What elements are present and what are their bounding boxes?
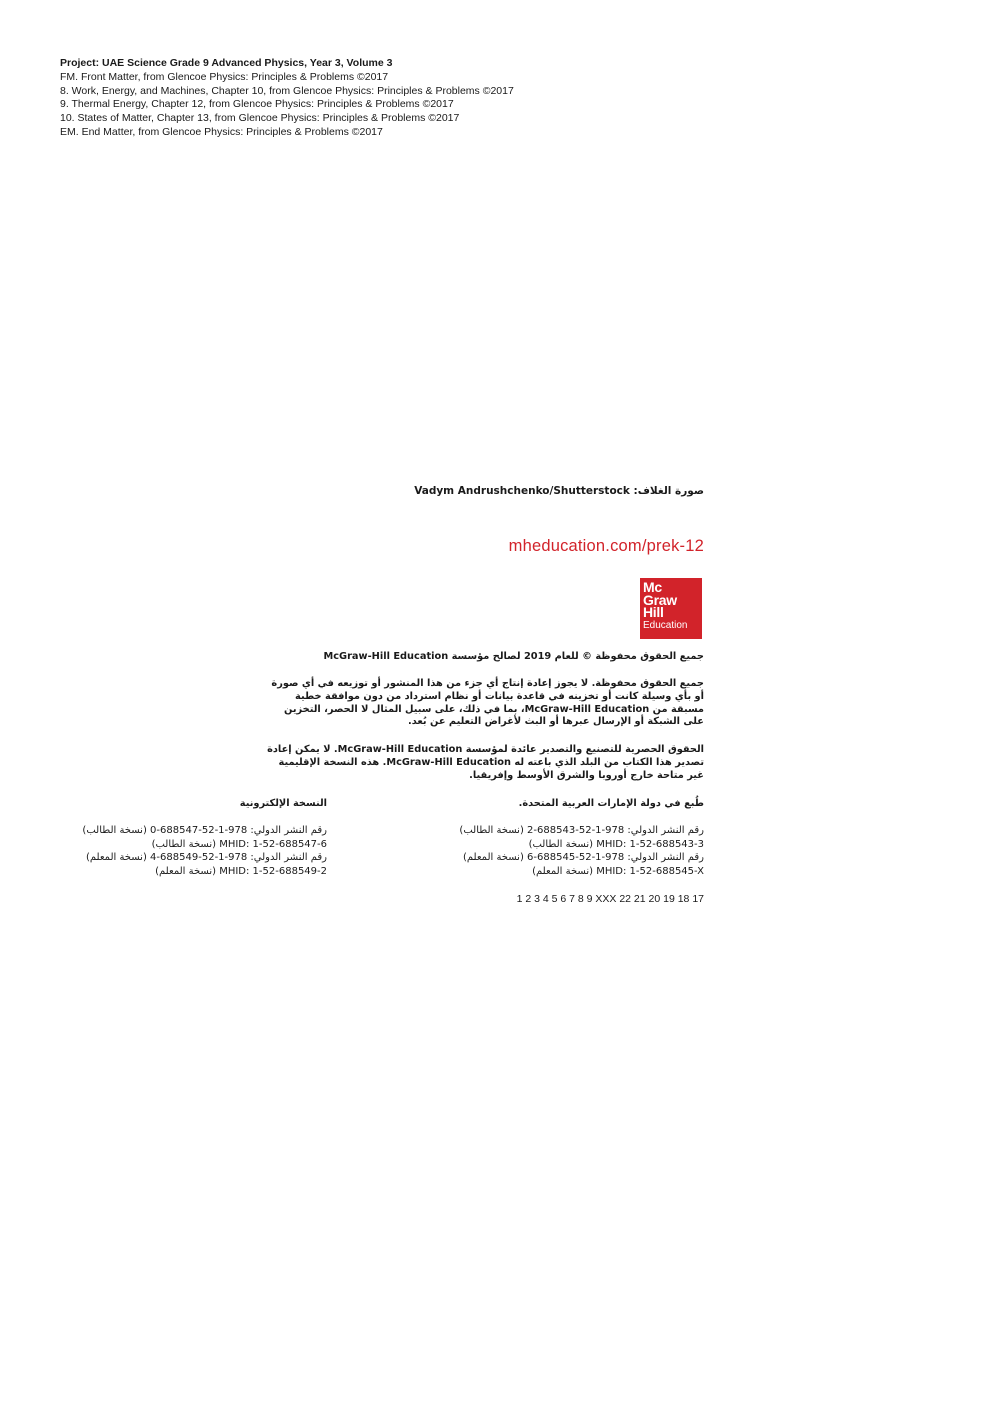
print-line: 1 2 3 4 5 6 7 8 9 XXX 22 21 20 19 18 17 [516, 893, 704, 905]
logo-line: Education [643, 619, 688, 631]
project-line: EM. End Matter, from Glencoe Physics: Principles & Problems ©2017 [60, 125, 383, 138]
cover-credit: صورة الغلاف: Vadym Andrushchenko/Shutterstock [414, 485, 704, 497]
website-link[interactable]: mheducation.com/prek-12 [508, 537, 704, 555]
printed-in-heading: طُبع في دولة الإمارات العربية المتحدة. [518, 798, 704, 809]
electronic-isbn-list [27, 824, 327, 878]
project-line: 8. Work, Energy, and Machines, Chapter 10, from Glencoe Physics: Principles & Problems ©2017 [60, 84, 514, 97]
isbn-row: رقم النشر الدولي: 978-1-52-688543-2 (نسخة الطالب) [459, 825, 704, 836]
logo-line: Hill [643, 604, 664, 620]
project-info [60, 57, 680, 140]
isbn-row: MHID: 1-52-688543-3 (نسخة الطالب) [528, 838, 704, 850]
electronic-edition-heading: النسخة الإلكترونية [239, 798, 327, 809]
copyright-line: جميع الحقوق محفوظة © للعام 2019 لصالح مؤسسة McGraw-Hill Education [323, 651, 704, 662]
logo-line: Mc [643, 579, 662, 595]
project-line: 10. States of Matter, Chapter 13, from Glencoe Physics: Principles & Problems ©2017 [60, 112, 460, 125]
print-isbn-list [404, 824, 704, 878]
isbn-row: رقم النشر الدولي: 978-1-52-688547-0 (نسخة الطالب) [82, 825, 327, 836]
mcgraw-hill-logo [640, 578, 702, 639]
isbn-row: MHID: 1-52-688545-X (نسخة المعلم) [532, 865, 704, 877]
rights-paragraph: جميع الحقوق محفوظة. لا يجوز إعادة إنتاج أي جزء من هذا المنشور أو توزيعه في أي صورة أو بأي وسيلة كانت أو تخزينه في قاعدة بيانات أو نظام استرداد من دون موافقة خطية مسبقة من McGraw-Hill Education، بما في ذلك، على سبيل المثال لا الحصر، التخزين على الشبكة أو الإرسال عبرها أو البث لأغراض التعليم عن بُعد. [271, 678, 704, 728]
isbn-row: MHID: 1-52-688547-6 (نسخة الطالب) [151, 838, 327, 850]
isbn-row: رقم النشر الدولي: 978-1-52-688545-6 (نسخة المعلم) [462, 852, 704, 864]
project-title: Project: UAE Science Grade 9 Advanced Physics, Year 3, Volume 3 [60, 57, 393, 69]
isbn-row: MHID: 1-52-688549-2 (نسخة المعلم) [155, 865, 327, 877]
project-line: FM. Front Matter, from Glencoe Physics: Principles & Problems ©2017 [60, 70, 389, 83]
logo-line: Graw [643, 591, 677, 608]
project-line: 9. Thermal Energy, Chapter 12, from Glencoe Physics: Principles & Problems ©2017 [60, 98, 454, 111]
isbn-row: رقم النشر الدولي: 978-1-52-688549-4 (نسخة المعلم) [85, 852, 327, 864]
export-paragraph: الحقوق الحصرية للتصنيع والتصدير عائدة لمؤسسة McGraw-Hill Education. لا يمكن إعادة تصدير هذا الكتاب من البلد الذي باعته له McGraw-Hill Education. هذه النسخة الإقليمية غير متاحة خارج أوروبا والشرق الأوسط وإفريقيا. [267, 744, 704, 781]
